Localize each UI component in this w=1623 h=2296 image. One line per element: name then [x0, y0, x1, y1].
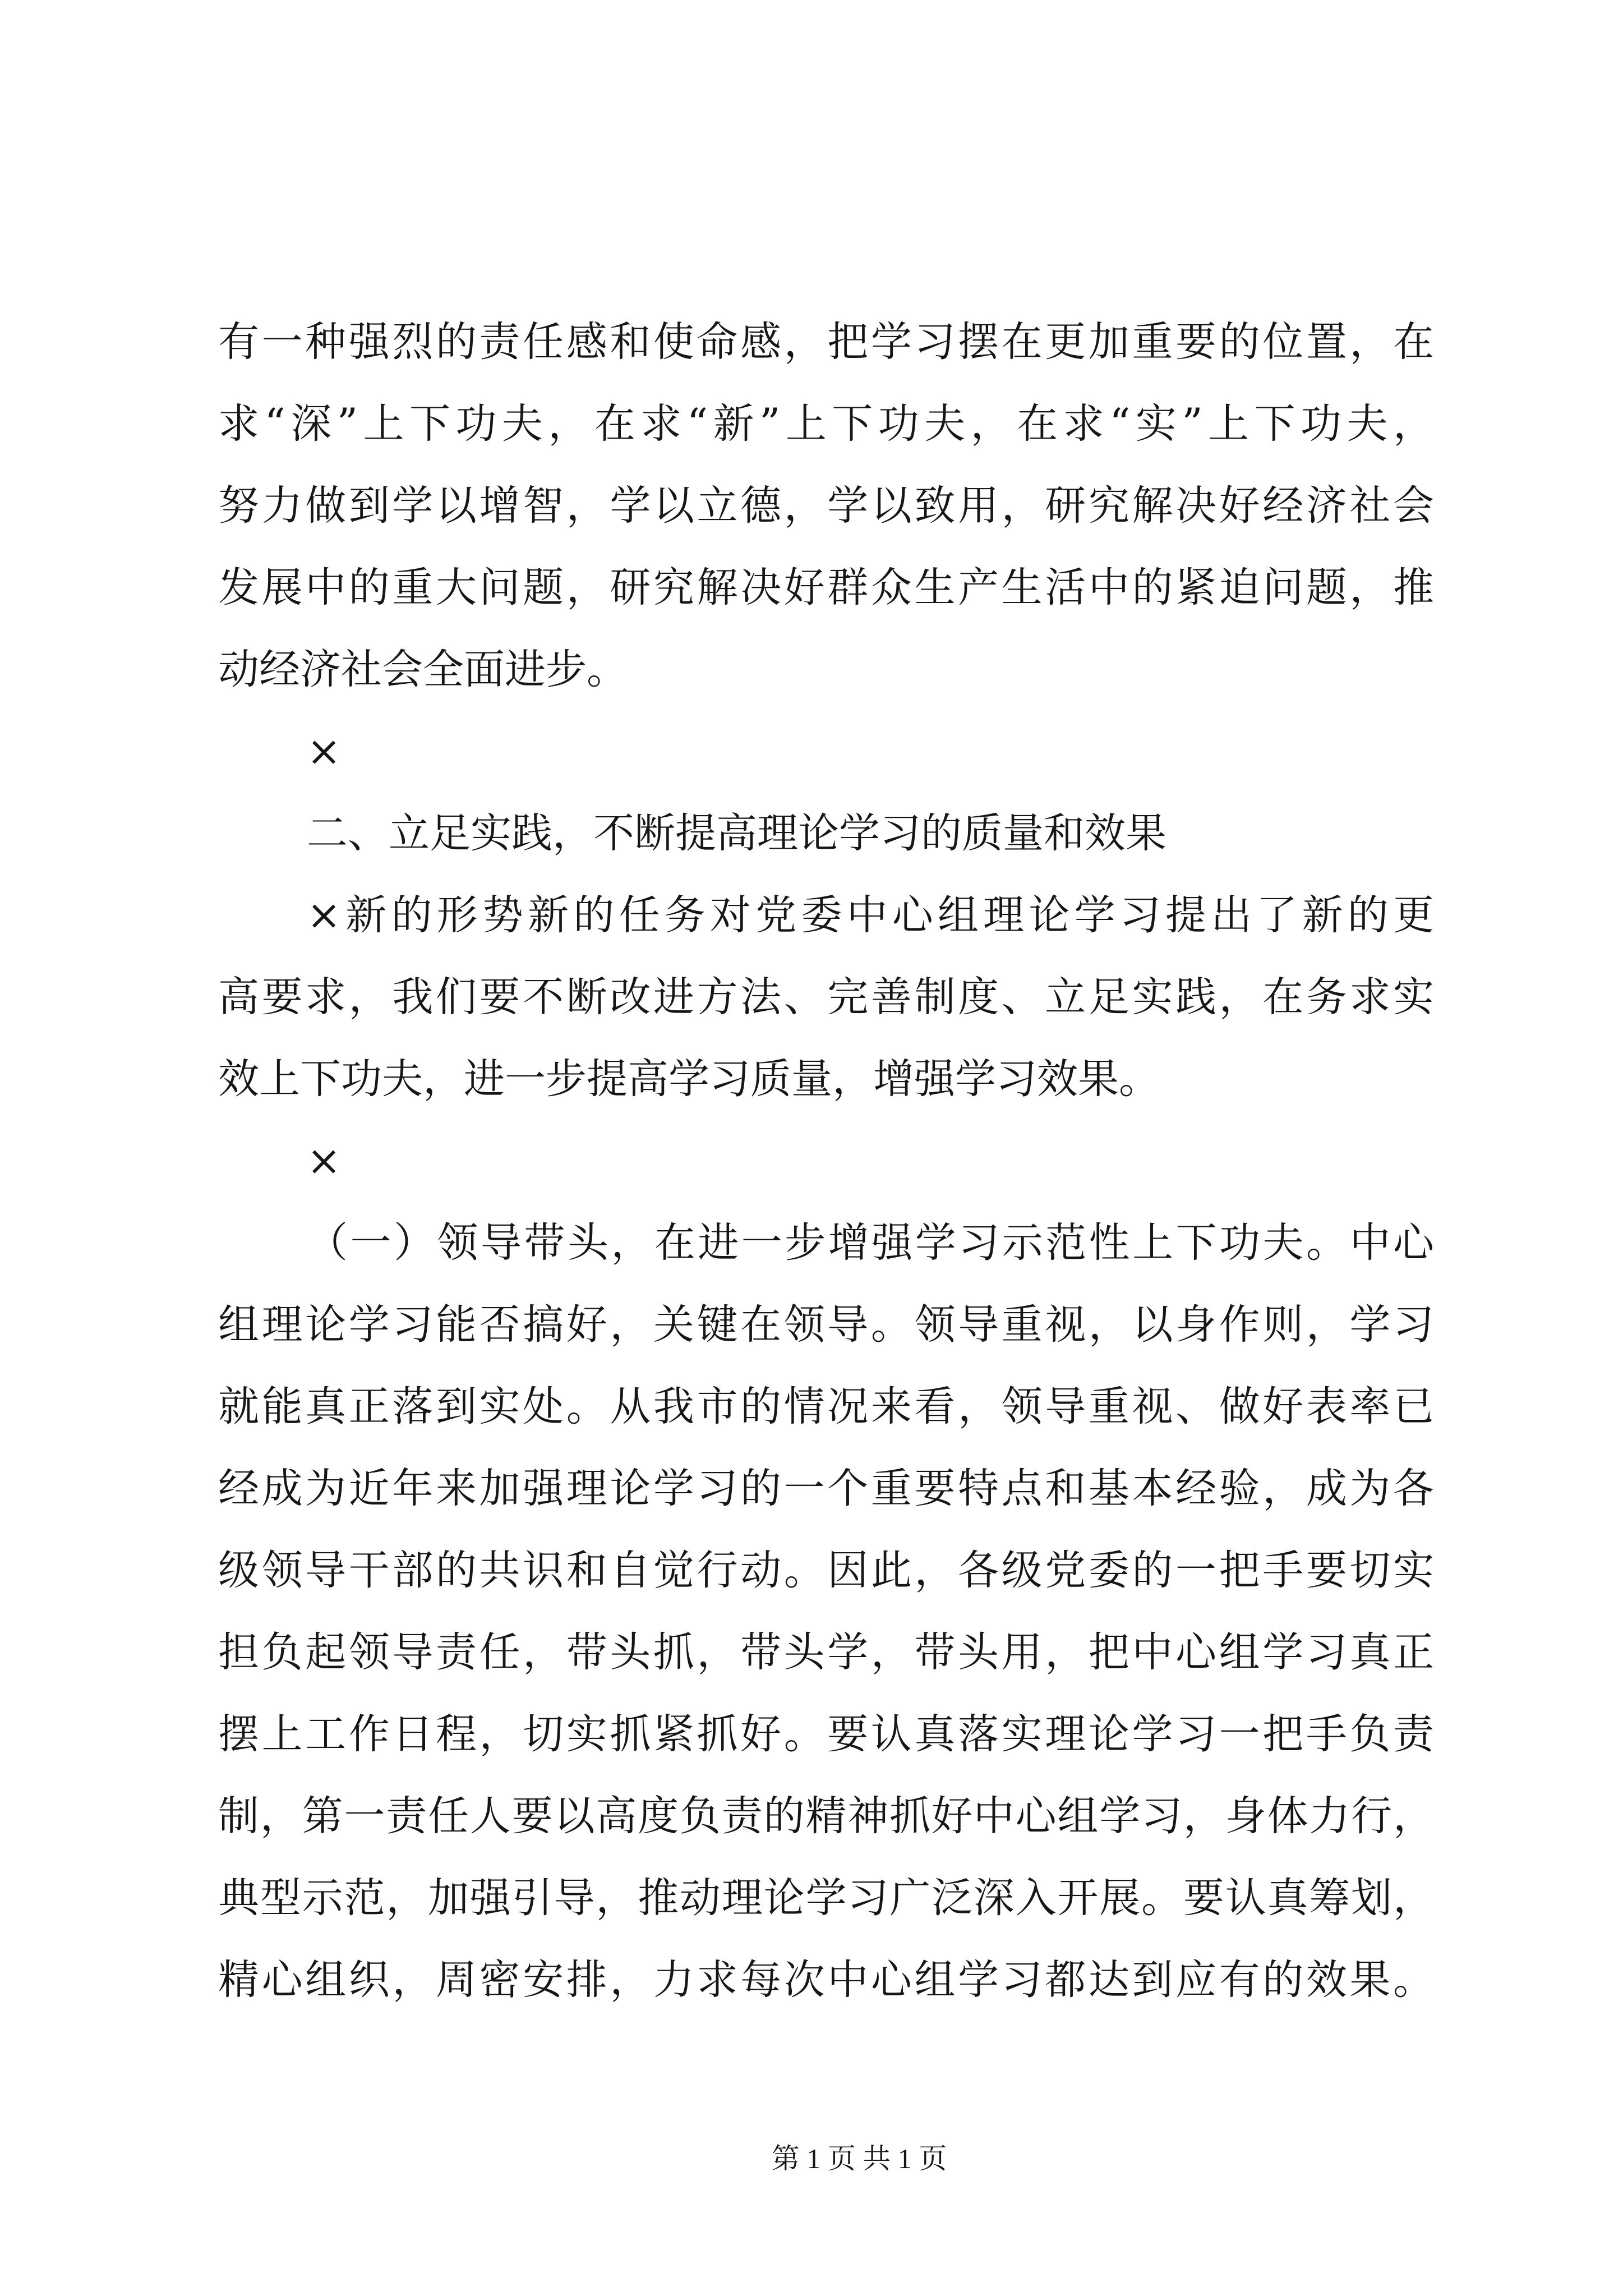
text-line: 摆上工作日程，切实抓紧抓好。要认真落实理论学习一把手负责: [218, 1710, 1434, 1758]
paragraph-marker: [218, 1120, 1434, 1202]
text-line: 精心组织，周密安排，力求每次中心组学习都达到应有的效果。: [218, 1956, 1434, 2004]
page-footer: 第 1 页 共 1 页: [771, 2143, 947, 2174]
heading-line: 二、立足实践，不断提高理论学习的质量和效果: [307, 809, 1166, 857]
text-line: 制，第一责任人要以高度负责的精神抓好中心组学习，身体力行，: [218, 1792, 1434, 1840]
text-line: 级领导干部的共识和自觉行动。因此，各级党委的一把手要切实: [218, 1547, 1434, 1594]
marker-line: ×: [307, 1137, 342, 1185]
text-line: ×新的形势新的任务对党委中心组理论学习提出了新的更: [307, 891, 1434, 939]
paragraph: [218, 1202, 1434, 2021]
text-line: 有一种强烈的责任感和使命感，把学习摆在更加重要的位置，在: [218, 318, 1434, 366]
text-line: 组理论学习能否搞好，关键在领导。领导重视，以身作则，学习: [218, 1301, 1434, 1349]
document-body: [218, 301, 1434, 2021]
text-line: 动经济社会全面进步。: [218, 646, 628, 693]
text-line: 担负起领导责任，带头抓，带头学，带头用，把中心组学习真正: [218, 1628, 1434, 1676]
text-line: 高要求，我们要不断改进方法、完善制度、立足实践，在务求实: [218, 973, 1434, 1021]
marker-line: ×: [307, 728, 342, 775]
paragraph: [218, 875, 1434, 1120]
text-line: 经成为近年来加强理论学习的一个重要特点和基本经验，成为各: [218, 1465, 1434, 1512]
paragraph-continuation: [218, 301, 1434, 711]
text-line: 努力做到学以增智，学以立德，学以致用，研究解决好经济社会: [218, 482, 1434, 530]
paragraph-marker: [218, 711, 1434, 793]
text-line: 就能真正落到实处。从我市的情况来看，领导重视、做好表率已: [218, 1383, 1434, 1430]
text-line: （一）领导带头，在进一步增强学习示范性上下功夫。中心: [307, 1219, 1434, 1267]
text-line: 发展中的重大问题，研究解决好群众生产生活中的紧迫问题，推: [218, 564, 1434, 611]
text-line: 效上下功夫，进一步提高学习质量，增强学习效果。: [218, 1055, 1160, 1103]
text-line: 求“深”上下功夫，在求“新”上下功夫，在求“实”上下功夫，: [218, 400, 1434, 448]
section-heading: [218, 793, 1434, 875]
text-line: 典型示范，加强引导，推动理论学习广泛深入开展。要认真筹划，: [218, 1874, 1434, 1922]
